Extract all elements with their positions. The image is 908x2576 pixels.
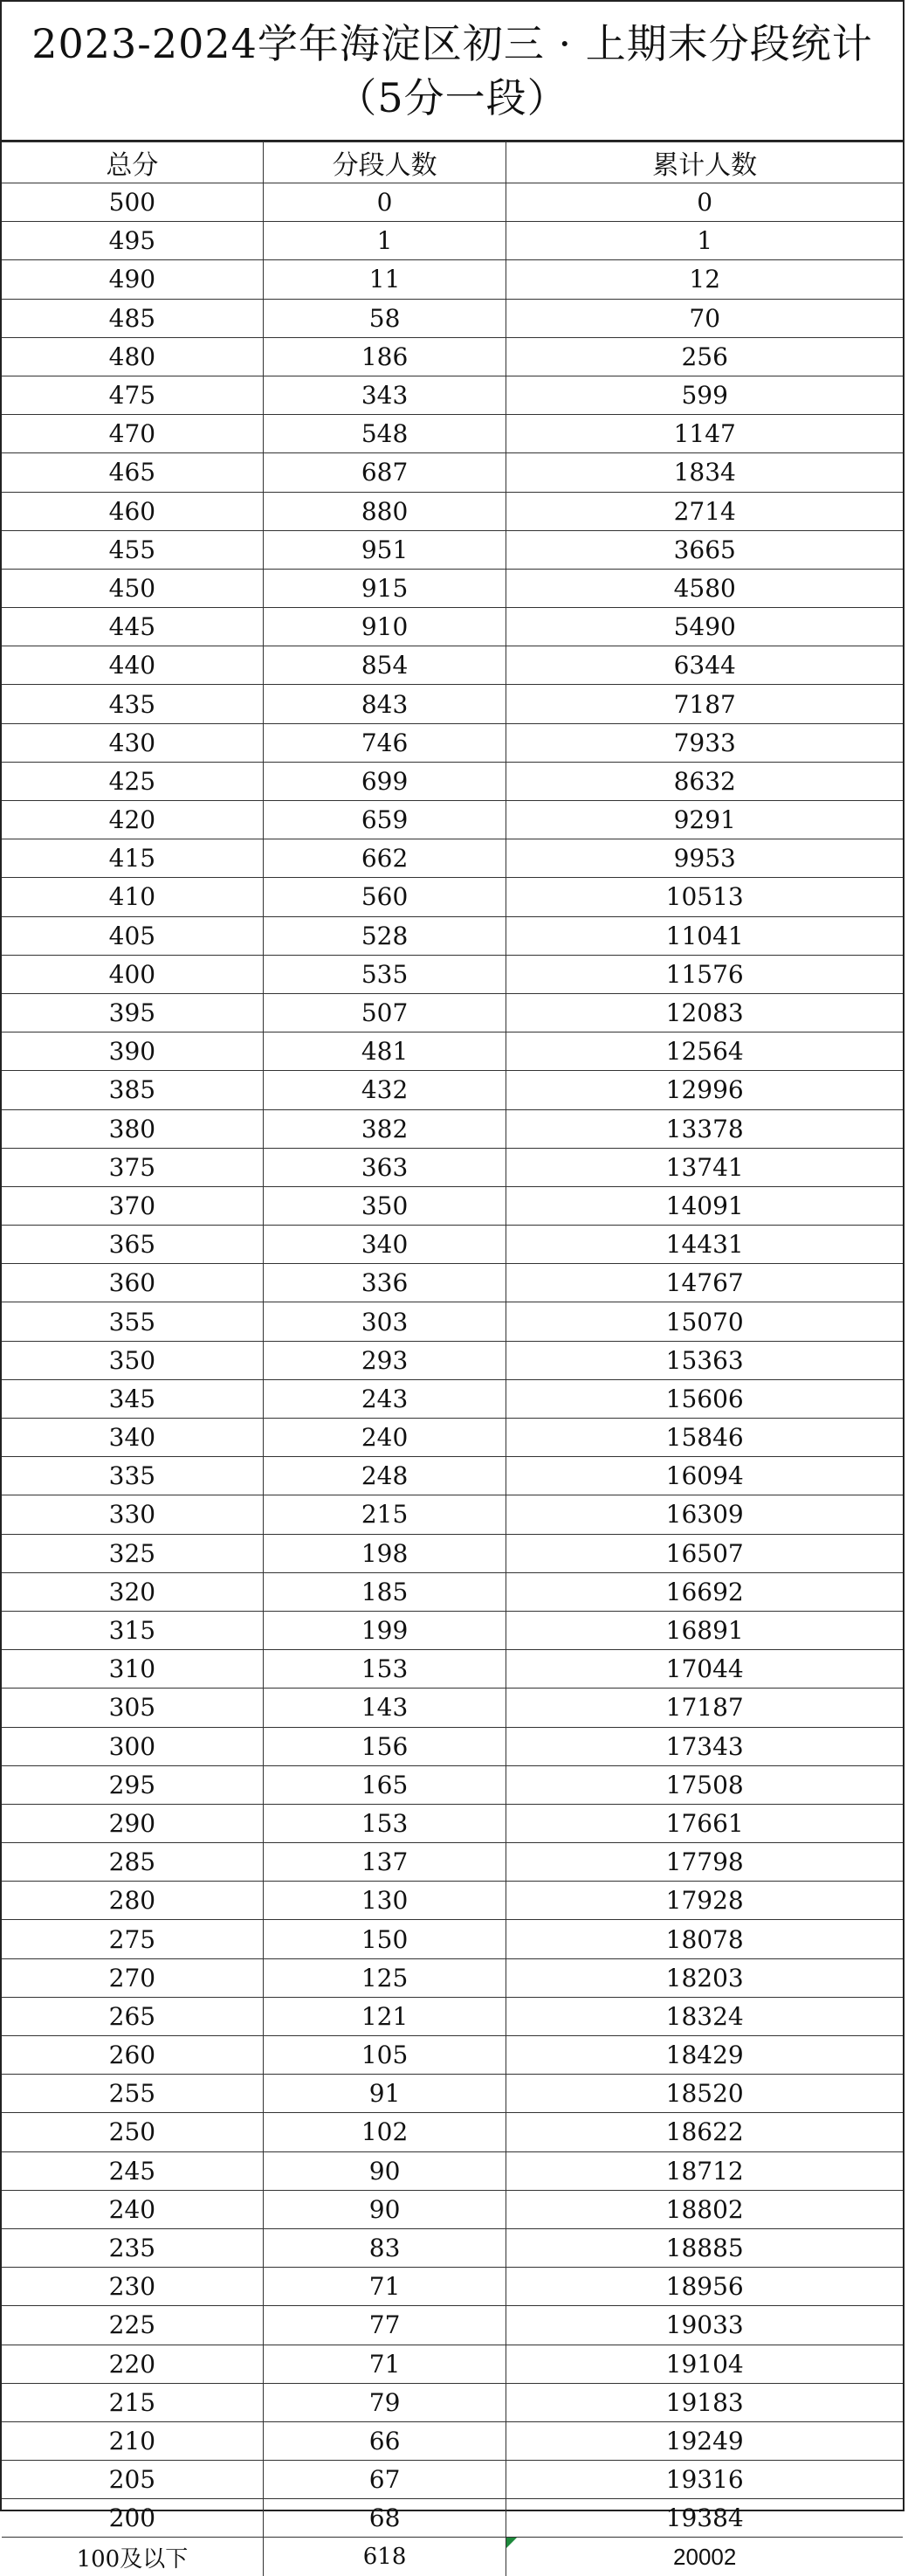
table-row (2, 1264, 903, 1302)
table-row (2, 723, 903, 762)
cumulative-count-cell: 256 (506, 337, 903, 376)
table-row (2, 2228, 903, 2267)
score-cell: 325 (2, 1534, 263, 1572)
segment-count-cell: 215 (263, 1495, 506, 1534)
cumulative-count-cell: 13741 (506, 1148, 903, 1186)
table-row (2, 1882, 903, 1920)
table-row (2, 1109, 903, 1148)
segment-count-cell: 293 (263, 1341, 506, 1379)
summary-cumulative-value: 20002 (673, 2543, 737, 2570)
segment-count-cell: 432 (263, 1071, 506, 1109)
segment-count-cell: 699 (263, 762, 506, 800)
cumulative-count-cell: 19033 (506, 2306, 903, 2345)
segment-count-cell: 548 (263, 415, 506, 453)
score-cell: 460 (2, 492, 263, 530)
table-row (2, 1920, 903, 1958)
score-cell: 415 (2, 839, 263, 878)
score-cell: 400 (2, 955, 263, 993)
segment-count-cell: 915 (263, 569, 506, 607)
cumulative-count-cell: 4580 (506, 569, 903, 607)
table-row (2, 453, 903, 492)
table-row (2, 1843, 903, 1882)
segment-count-cell: 198 (263, 1534, 506, 1572)
segment-count-cell: 350 (263, 1186, 506, 1225)
score-cell: 440 (2, 646, 263, 685)
cumulative-count-cell: 599 (506, 376, 903, 414)
cumulative-count-cell: 18802 (506, 2190, 903, 2228)
segment-count-cell: 91 (263, 2075, 506, 2113)
table-row (2, 2421, 903, 2460)
cumulative-count-cell: 14091 (506, 1186, 903, 1225)
score-cell: 210 (2, 2421, 263, 2460)
table-row (2, 2151, 903, 2190)
segment-count-cell: 137 (263, 1843, 506, 1882)
segment-count-cell: 746 (263, 723, 506, 762)
table-row (2, 1534, 903, 1572)
table-body (2, 183, 903, 2576)
cumulative-count-cell: 16309 (506, 1495, 903, 1534)
score-cell: 490 (2, 260, 263, 299)
score-cell: 260 (2, 2036, 263, 2075)
table-row (2, 260, 903, 299)
table-row (2, 1302, 903, 1341)
score-cell: 240 (2, 2190, 263, 2228)
header-total-score: 总分 (2, 142, 263, 183)
table-row (2, 1379, 903, 1418)
segment-count-cell: 481 (263, 1032, 506, 1071)
cumulative-count-cell: 12996 (506, 1071, 903, 1109)
table-row (2, 2383, 903, 2421)
segment-count-cell: 165 (263, 1765, 506, 1804)
table-row (2, 2306, 903, 2345)
cumulative-count-cell: 19384 (506, 2499, 903, 2538)
segment-count-cell: 105 (263, 2036, 506, 2075)
score-cell: 345 (2, 1379, 263, 1418)
cumulative-count-cell: 19249 (506, 2421, 903, 2460)
table-row (2, 2461, 903, 2499)
cumulative-count-cell: 18429 (506, 2036, 903, 2075)
segment-count-cell: 125 (263, 1958, 506, 1997)
score-cell: 375 (2, 1148, 263, 1186)
cumulative-count-cell: 18885 (506, 2228, 903, 2267)
segment-count-cell: 560 (263, 878, 506, 916)
segment-count-cell: 528 (263, 916, 506, 955)
score-cell: 370 (2, 1186, 263, 1225)
cumulative-count-cell: 17661 (506, 1804, 903, 1842)
cumulative-count-cell: 12083 (506, 993, 903, 1032)
table-row (2, 299, 903, 337)
segment-count-cell: 58 (263, 299, 506, 337)
table-row (2, 2036, 903, 2075)
score-cell: 275 (2, 1920, 263, 1958)
table-row (2, 1071, 903, 1109)
cumulative-count-cell: 12 (506, 260, 903, 299)
segment-count-cell: 11 (263, 260, 506, 299)
score-cell: 485 (2, 299, 263, 337)
header-cumulative-count: 累计人数 (506, 142, 903, 183)
cumulative-count-cell: 15363 (506, 1341, 903, 1379)
table-row (2, 1572, 903, 1611)
cumulative-count-cell: 1834 (506, 453, 903, 492)
cumulative-count-cell: 16891 (506, 1611, 903, 1649)
cumulative-count-cell: 5490 (506, 608, 903, 646)
cumulative-count-cell: 15070 (506, 1302, 903, 1341)
table-row (2, 1727, 903, 1765)
cumulative-count-cell: 14431 (506, 1226, 903, 1264)
segment-count-cell: 77 (263, 2306, 506, 2345)
score-cell: 340 (2, 1419, 263, 1457)
segment-count-cell: 79 (263, 2383, 506, 2421)
cumulative-count-cell: 1147 (506, 415, 903, 453)
table-row (2, 1148, 903, 1186)
segment-count-cell: 535 (263, 955, 506, 993)
segment-count-cell: 156 (263, 1727, 506, 1765)
header-row (2, 142, 903, 183)
cell-marker-icon (506, 2538, 517, 2548)
table-row (2, 916, 903, 955)
segment-count-cell: 363 (263, 1148, 506, 1186)
score-cell: 200 (2, 2499, 263, 2538)
table-row (2, 1650, 903, 1689)
cumulative-count-cell: 17187 (506, 1689, 903, 1727)
score-cell: 420 (2, 801, 263, 839)
score-cell: 410 (2, 878, 263, 916)
cumulative-count-cell: 6344 (506, 646, 903, 685)
score-cell: 305 (2, 1689, 263, 1727)
cumulative-count-cell: 13378 (506, 1109, 903, 1148)
score-cell: 405 (2, 916, 263, 955)
cumulative-count-cell: 17798 (506, 1843, 903, 1882)
segment-count-cell: 90 (263, 2151, 506, 2190)
segment-count-cell: 150 (263, 1920, 506, 1958)
cumulative-count-cell: 17928 (506, 1882, 903, 1920)
table-row (2, 1611, 903, 1649)
score-cell: 235 (2, 2228, 263, 2267)
cumulative-count-cell: 17343 (506, 1727, 903, 1765)
table-row (2, 2345, 903, 2383)
cumulative-count-cell: 17044 (506, 1650, 903, 1689)
segment-count-cell: 121 (263, 1997, 506, 2035)
cumulative-count-cell: 11041 (506, 916, 903, 955)
segment-count-cell: 382 (263, 1109, 506, 1148)
segment-count-cell: 507 (263, 993, 506, 1032)
cumulative-count-cell: 8632 (506, 762, 903, 800)
score-cell: 500 (2, 183, 263, 222)
segment-count-cell: 153 (263, 1650, 506, 1689)
segment-count-cell: 243 (263, 1379, 506, 1418)
segment-count-cell: 248 (263, 1457, 506, 1495)
segment-count-cell: 687 (263, 453, 506, 492)
cumulative-count-cell: 19104 (506, 2345, 903, 2383)
segment-count-cell: 951 (263, 530, 506, 569)
score-cell: 205 (2, 2461, 263, 2499)
page-subtitle: （5分一段） (336, 74, 568, 121)
score-cell: 470 (2, 415, 263, 453)
cumulative-count-cell: 19183 (506, 2383, 903, 2421)
score-cell: 280 (2, 1882, 263, 1920)
summary-row (2, 2538, 903, 2576)
segment-count-cell: 1 (263, 222, 506, 260)
table-row (2, 1032, 903, 1071)
segment-count-cell: 336 (263, 1264, 506, 1302)
score-cell: 100及以下 (2, 2538, 263, 2576)
score-cell: 300 (2, 1727, 263, 1765)
score-cell: 215 (2, 2383, 263, 2421)
table-row (2, 1226, 903, 1264)
page-title: 2023-2024学年海淀区初三 · 上期末分段统计 (31, 20, 873, 67)
segment-count-cell: 343 (263, 376, 506, 414)
score-cell: 225 (2, 2306, 263, 2345)
cumulative-count-cell: 18712 (506, 2151, 903, 2190)
score-cell: 220 (2, 2345, 263, 2383)
segment-count-cell: 143 (263, 1689, 506, 1727)
score-cell: 430 (2, 723, 263, 762)
table-row (2, 2499, 903, 2538)
score-cell: 455 (2, 530, 263, 569)
segment-count-cell: 102 (263, 2113, 506, 2151)
table-row (2, 492, 903, 530)
table-row (2, 646, 903, 685)
table-row (2, 955, 903, 993)
score-cell: 365 (2, 1226, 263, 1264)
segment-count-cell: 854 (263, 646, 506, 685)
segment-count-cell: 199 (263, 1611, 506, 1649)
segment-count-cell: 843 (263, 685, 506, 723)
segment-count-cell: 240 (263, 1419, 506, 1457)
score-cell: 255 (2, 2075, 263, 2113)
score-cell: 270 (2, 1958, 263, 1997)
cumulative-count-cell: 18324 (506, 1997, 903, 2035)
table-row (2, 415, 903, 453)
table-row (2, 1804, 903, 1842)
segment-count-cell: 662 (263, 839, 506, 878)
cumulative-count-cell: 19316 (506, 2461, 903, 2499)
score-cell: 250 (2, 2113, 263, 2151)
table-row (2, 1495, 903, 1534)
score-cell: 320 (2, 1572, 263, 1611)
table-row (2, 1341, 903, 1379)
cumulative-count-cell: 70 (506, 299, 903, 337)
segment-count-cell: 0 (263, 183, 506, 222)
cumulative-count-cell: 10513 (506, 878, 903, 916)
table-row (2, 762, 903, 800)
cumulative-count-cell: 1 (506, 222, 903, 260)
cumulative-count-cell: 17508 (506, 1765, 903, 1804)
table-row (2, 1689, 903, 1727)
table-row (2, 2075, 903, 2113)
table-row (2, 1457, 903, 1495)
cumulative-count-cell: 16094 (506, 1457, 903, 1495)
score-cell: 425 (2, 762, 263, 800)
segment-count-cell: 67 (263, 2461, 506, 2499)
cumulative-count-cell: 7933 (506, 723, 903, 762)
score-cell: 445 (2, 608, 263, 646)
cumulative-count-cell: 9953 (506, 839, 903, 878)
table-row (2, 530, 903, 569)
segment-count-cell: 68 (263, 2499, 506, 2538)
cumulative-count-cell: 18956 (506, 2268, 903, 2306)
segment-count-cell: 71 (263, 2268, 506, 2306)
table-row (2, 1958, 903, 1997)
cumulative-count-cell: 7187 (506, 685, 903, 723)
score-cell: 385 (2, 1071, 263, 1109)
segment-count-cell: 130 (263, 1882, 506, 1920)
cumulative-count-cell: 15846 (506, 1419, 903, 1457)
table-row (2, 2113, 903, 2151)
table-row (2, 1186, 903, 1225)
score-cell: 475 (2, 376, 263, 414)
table-row (2, 608, 903, 646)
segment-count-cell: 83 (263, 2228, 506, 2267)
score-cell: 380 (2, 1109, 263, 1148)
table-row (2, 337, 903, 376)
table-row (2, 839, 903, 878)
score-cell: 330 (2, 1495, 263, 1534)
score-cell: 245 (2, 2151, 263, 2190)
cumulative-count-cell: 15606 (506, 1379, 903, 1418)
segment-count-cell: 618 (263, 2538, 506, 2576)
segment-count-cell: 880 (263, 492, 506, 530)
table-row (2, 2190, 903, 2228)
table-row (2, 801, 903, 839)
score-cell: 265 (2, 1997, 263, 2035)
cumulative-count-cell: 18078 (506, 1920, 903, 1958)
score-cell: 350 (2, 1341, 263, 1379)
score-cell: 480 (2, 337, 263, 376)
header-segment-count: 分段人数 (263, 142, 506, 183)
score-cell: 450 (2, 569, 263, 607)
score-cell: 495 (2, 222, 263, 260)
cumulative-count-cell: 3665 (506, 530, 903, 569)
score-cell: 435 (2, 685, 263, 723)
segment-count-cell: 185 (263, 1572, 506, 1611)
score-cell: 390 (2, 1032, 263, 1071)
cumulative-count-cell: 12564 (506, 1032, 903, 1071)
score-cell: 360 (2, 1264, 263, 1302)
segment-count-cell: 910 (263, 608, 506, 646)
score-cell: 295 (2, 1765, 263, 1804)
title-block (2, 2, 903, 142)
segment-count-cell: 90 (263, 2190, 506, 2228)
cumulative-count-cell: 16507 (506, 1534, 903, 1572)
cumulative-count-cell: 18622 (506, 2113, 903, 2151)
table-row (2, 183, 903, 222)
segment-count-cell: 66 (263, 2421, 506, 2460)
table-row (2, 1997, 903, 2035)
table-row (2, 1419, 903, 1457)
cumulative-count-cell: 9291 (506, 801, 903, 839)
table-row (2, 222, 903, 260)
score-cell: 230 (2, 2268, 263, 2306)
score-cell: 285 (2, 1843, 263, 1882)
score-table (2, 142, 903, 2576)
cumulative-count-cell: 0 (506, 183, 903, 222)
score-cell: 315 (2, 1611, 263, 1649)
cumulative-count-cell: 11576 (506, 955, 903, 993)
cumulative-count-cell: 18520 (506, 2075, 903, 2113)
cumulative-count-cell: 16692 (506, 1572, 903, 1611)
table-row (2, 685, 903, 723)
score-cell: 290 (2, 1804, 263, 1842)
table-row (2, 993, 903, 1032)
cumulative-count-cell: 18203 (506, 1958, 903, 1997)
table-row (2, 1765, 903, 1804)
segment-count-cell: 186 (263, 337, 506, 376)
table-row (2, 569, 903, 607)
score-cell: 465 (2, 453, 263, 492)
segment-count-cell: 340 (263, 1226, 506, 1264)
table-row (2, 2268, 903, 2306)
table-row (2, 376, 903, 414)
segment-count-cell: 303 (263, 1302, 506, 1341)
cumulative-count-cell: 2714 (506, 492, 903, 530)
cumulative-count-cell (506, 2538, 903, 2576)
table-row (2, 878, 903, 916)
score-cell: 395 (2, 993, 263, 1032)
score-cell: 310 (2, 1650, 263, 1689)
score-cell: 335 (2, 1457, 263, 1495)
segment-count-cell: 659 (263, 801, 506, 839)
segment-count-cell: 71 (263, 2345, 506, 2383)
segment-count-cell: 153 (263, 1804, 506, 1842)
score-cell: 355 (2, 1302, 263, 1341)
cumulative-count-cell: 14767 (506, 1264, 903, 1302)
